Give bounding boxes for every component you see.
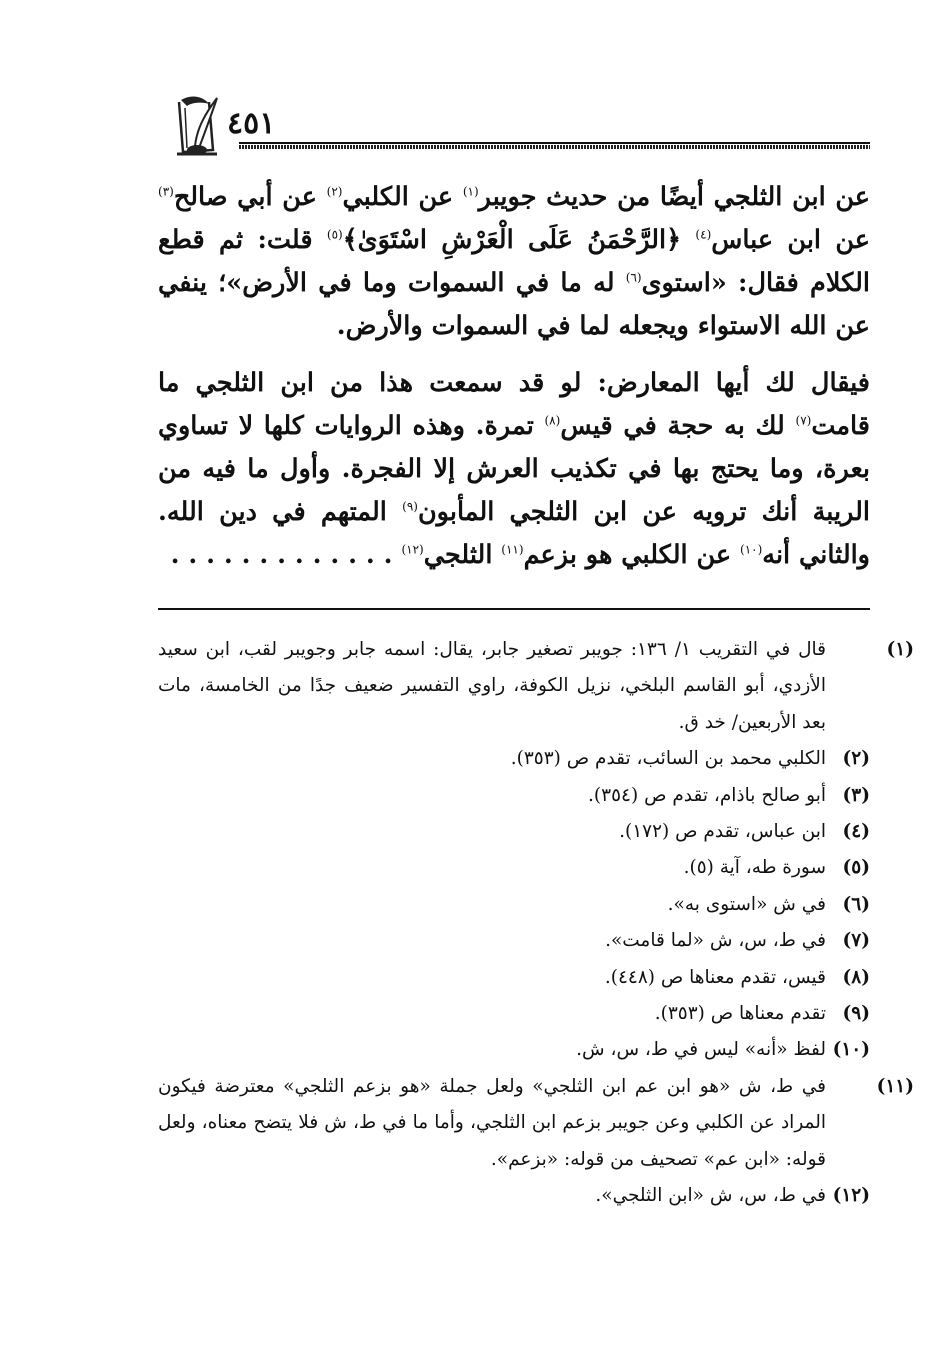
footnote-text: أبو صالح باذام، تقدم ص (٣٥٤).	[588, 784, 826, 806]
text-segment: عن ابن الثلجي أيضًا من حديث جويبر	[478, 182, 870, 212]
footnote-item	[158, 1032, 870, 1068]
footnote-ref: (٦)	[625, 270, 642, 285]
footnotes-list	[158, 632, 914, 1215]
footnote-ref: (٤)	[695, 227, 712, 242]
text-segment: قلت: ثم قطع الكلام فقال: «استوى	[158, 225, 871, 298]
footnote-text: قيس، تقدم معناها ص (٤٤٨).	[604, 966, 826, 988]
text-segment: له ما في السموات وما في الأرض»؛ ينفي عن الله الاستواء ويجعله لما في السموات والأرض.	[158, 268, 870, 341]
page-number: ٤٥١	[227, 106, 276, 141]
footnote-ref: (٧)	[795, 413, 812, 428]
footnote-item	[158, 887, 870, 923]
text-segment: عن الكلبي هو بزعم	[523, 540, 741, 570]
footnote-ref: (١٠)	[740, 542, 763, 557]
footnote-item	[158, 960, 870, 996]
footnote-number: (٢)	[842, 748, 870, 770]
paragraph-1	[158, 176, 870, 348]
header-rule	[239, 142, 870, 149]
text-segment: المتهم في دين الله. والثاني أنه	[158, 497, 870, 570]
footnote-number: (١٢)	[832, 1185, 870, 1207]
footnote-ref: (٨)	[544, 413, 561, 428]
text-segment: عن الكلبي	[342, 182, 463, 212]
footnote-item	[158, 814, 870, 850]
footnote-item	[158, 632, 914, 741]
paragraph-2	[158, 362, 870, 577]
footnote-ref: (١١)	[501, 542, 524, 557]
footnote-text: في ش «استوى به».	[667, 893, 826, 915]
footnote-text: لفظ «أنه» ليس في ط، س، ش.	[576, 1039, 826, 1061]
footnote-item	[158, 741, 870, 777]
text-segment: فيقال لك أيها المعارض: لو قد سمعت هذا من ابن الثلجي ما قامت	[158, 368, 870, 441]
footnote-ref: (٩)	[402, 499, 418, 514]
footnote-text: قال في التقريب ١/ ١٣٦: جويبر تصغير جابر، يقال: اسمه جابر وجويبر لقب، ابن سعيد الأزدي، أبو القاسم البلخي، نزيل الكوفة، راوي التفسير ضعيف جدًا من الخامسة، مات بعد الأربعين/ خد ق.	[158, 639, 826, 733]
footnote-item	[158, 850, 870, 886]
footnote-text: تقدم معناها ص (٣٥٣).	[654, 1003, 826, 1025]
quill-inkwell-icon	[173, 92, 221, 158]
footnote-item	[158, 996, 870, 1032]
footnote-number: (٧)	[842, 930, 870, 952]
footnote-number: (٩)	[842, 1003, 870, 1025]
footnote-item	[158, 1069, 914, 1178]
footnote-text: سورة طه، آية (٥).	[683, 857, 826, 879]
footnote-number: (٤)	[842, 821, 870, 843]
footnote-item	[158, 1178, 870, 1214]
main-text	[158, 176, 870, 577]
footnote-ref: (٣)	[158, 184, 174, 199]
footnote-number: (١٠)	[832, 1039, 870, 1061]
footnote-item	[158, 778, 870, 814]
footnote-number: (١١)	[876, 1075, 914, 1097]
text-segment: عن ابن عباس	[711, 225, 870, 255]
footnote-number: (٥)	[842, 857, 870, 879]
text-segment: تمرة. وهذه الروايات كلها لا تساوي بعرة، وما يحتج بها في تكذيب العرش إلا الفجرة. وأول ما فيه من الريبة أنك ترويه عن ابن الثلجي المأبون	[158, 411, 870, 527]
footnote-ref: (٥)	[326, 227, 343, 242]
footnote-separator	[158, 608, 870, 610]
page-header	[155, 92, 870, 162]
footnote-text: في ط، س، ش «ابن الثلجي».	[595, 1185, 826, 1207]
quran-verse: ﴿الرَّحْمَنُ عَلَى الْعَرْشِ اسْتَوَىٰ﴾	[342, 225, 696, 255]
continuation-dots: . . . . . . . . . . . . .	[170, 540, 402, 570]
footnote-number: (١)	[886, 639, 914, 660]
footnote-ref: (١)	[462, 184, 479, 199]
footnote-number: (٣)	[842, 784, 870, 806]
footnote-item	[158, 923, 870, 959]
footnote-text: في ط، س، ش «لما قامت».	[605, 930, 826, 952]
footnote-number: (٨)	[842, 966, 870, 988]
footnote-text: في ط، ش «هو ابن عم ابن الثلجي» ولعل جملة «هو بزعم الثلجي» معترضة فيكون المراد عن الكلبي وعن جويبر بزعم ابن الثلجي، وأما ما في ط، ش فلا يتضح معناه، ولعل قوله: «ابن عم» تصحيف من قوله: «بزعم».	[158, 1075, 826, 1170]
footnote-text: الكلبي محمد بن السائب، تقدم ص (٣٥٣).	[510, 748, 826, 770]
footnote-ref: (٢)	[326, 184, 343, 199]
footnote-ref: (١٢)	[401, 542, 424, 557]
text-segment: عن أبي صالح	[173, 182, 327, 212]
footnote-text: ابن عباس، تقدم ص (١٧٢).	[619, 821, 826, 843]
text-segment: لك به حجة في قيس	[560, 411, 796, 441]
text-segment: الثلجي	[423, 540, 502, 570]
footnote-number: (٦)	[842, 893, 870, 915]
